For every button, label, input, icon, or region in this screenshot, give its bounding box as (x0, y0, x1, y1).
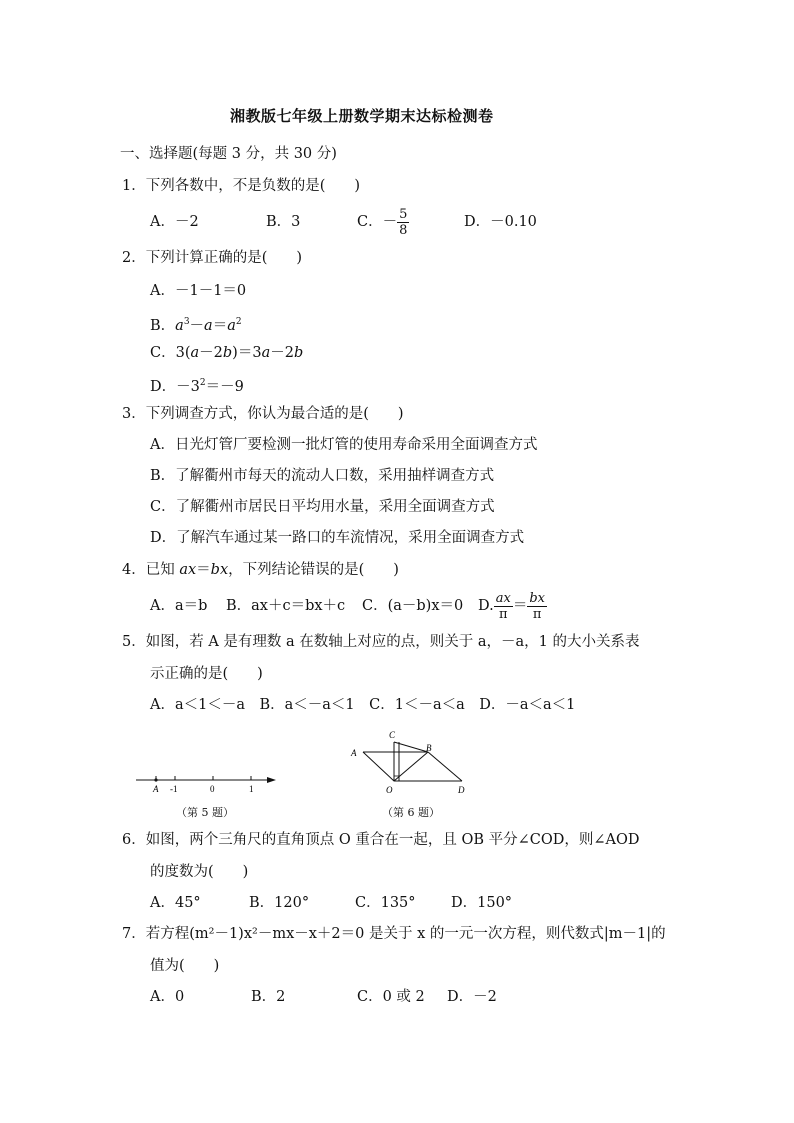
axis-arrow (267, 777, 276, 783)
var-b: b (222, 345, 233, 361)
fraction-denominator: π (498, 606, 508, 622)
operator: )＝3 (232, 345, 262, 361)
q7-option-d: D．－2 (447, 989, 497, 1005)
q2-d-prefix: D．－3 (150, 378, 200, 395)
label-zero: 0 (210, 784, 215, 794)
label-a: A (351, 748, 357, 758)
q6-option-a: A．45° (150, 895, 201, 911)
exponent: 3 (183, 317, 190, 327)
operator: ＝ (212, 317, 228, 334)
q2-c-prefix: C．3( (150, 345, 191, 361)
q3-option-b: B．了解衢州市每天的流动人口数，采用抽样调查方式 (150, 468, 495, 484)
segment-bd (428, 752, 462, 781)
q2-stem: 2．下列计算正确的是( ) (122, 250, 303, 266)
label-o: O (386, 785, 393, 795)
q6-stem-line2: 的度数为( ) (150, 864, 249, 880)
label-b: B (426, 743, 432, 753)
q4-stem-rest: ，下列结论错误的是( ) (228, 562, 399, 578)
q7-option-a: A．0 (150, 989, 185, 1005)
q3-option-a: A．日光灯管厂要检测一批灯管的使用寿命采用全面调查方式 (150, 437, 538, 453)
q4-d-fraction-right (527, 591, 547, 622)
point-a (154, 778, 157, 781)
q4-option-b: B．ax＋c＝bx＋c (226, 598, 346, 614)
q2-option-a: A．－1－1＝0 (150, 283, 247, 299)
q7-stem-line1: 7．若方程(m²－1)x²－mx－x＋2＝0 是关于 x 的一元一次方程，则代数式|m－1|的 (122, 926, 666, 942)
figure-5-number-line (130, 762, 290, 802)
q7-option-b: B．2 (251, 989, 286, 1005)
q4-stem-prefix: 4．已知 (122, 562, 180, 578)
q2-d-rest: ＝－9 (205, 378, 244, 395)
q3-option-d: D．了解汽车通过某一路口的车流情况，采用全面调查方式 (150, 530, 525, 546)
q4-d-prefix: D. (478, 598, 494, 614)
q4-option-d (478, 586, 547, 626)
fraction-numerator: bx (529, 590, 545, 606)
fraction-numerator: ax (495, 590, 511, 606)
q1-option-a: A．－2 (150, 214, 199, 230)
var-a: a (175, 317, 184, 334)
q3-stem: 3．下列调查方式，你认为最合适的是( ) (122, 406, 404, 422)
label-c: C (389, 730, 396, 740)
q1-option-c (357, 202, 409, 242)
q3-option-c: C．了解衢州市居民日平均用水量，采用全面调查方式 (150, 499, 495, 515)
q7-stem-line2: 值为( ) (150, 958, 220, 974)
q5-stem-line1: 5．如图，若 A 是有理数 a 在数轴上对应的点，则关于 a，－a，1 的大小关系表 (122, 634, 640, 650)
fraction-denominator: π (532, 606, 542, 622)
q4-d-fraction-left (494, 591, 513, 622)
operator: ＝ (196, 562, 211, 578)
q7-option-c: C．0 或 2 (357, 989, 425, 1005)
q2-b-prefix: B． (150, 317, 176, 334)
q6-stem-line1: 6．如图，两个三角尺的直角顶点 O 重合在一起，且 OB 平分∠COD，则∠AOD (122, 832, 640, 848)
operator: ＝ (512, 598, 528, 614)
exponent: 2 (199, 378, 206, 388)
q6-option-d: D．150° (451, 895, 513, 911)
figure-6-triangles (344, 724, 474, 804)
q5-options: A．a＜1＜－a B．a＜－a＜1 C．1＜－a＜a D．－a＜a＜1 (150, 697, 576, 713)
q2-option-d (150, 373, 244, 397)
section-heading: 一、选择题(每题 3 分，共 30 分) (120, 146, 337, 162)
var-a: a (190, 345, 200, 361)
page-title: 湘教版七年级上册数学期末达标检测卷 (230, 107, 494, 125)
figure-6-caption: （第 6 题） (382, 806, 440, 819)
q1-option-d: D．－0.10 (464, 214, 537, 230)
q6-option-b: B．120° (249, 895, 310, 911)
var-a: a (261, 345, 271, 361)
q1-option-c-fraction (397, 207, 409, 238)
q2-option-c (150, 343, 303, 363)
q5-stem-line2: 示正确的是( ) (150, 666, 263, 682)
label-d: D (458, 785, 465, 795)
label-minus-one: -1 (170, 784, 178, 794)
q1-option-b: B．3 (266, 214, 301, 230)
figure-5-caption: （第 5 题） (176, 806, 234, 819)
fraction-numerator: 5 (399, 206, 408, 222)
var-a: a (227, 317, 236, 334)
segment-ao (363, 752, 394, 781)
operator: －2 (199, 345, 223, 361)
fraction-denominator: 8 (399, 222, 408, 238)
q4-option-a: A．a＝b (150, 598, 208, 614)
operator: －2 (270, 345, 294, 361)
q4-stem (122, 560, 399, 580)
label-a: A (153, 784, 159, 794)
q2-option-b (150, 312, 242, 336)
q4-option-c: C．(a－b)x＝0 (362, 598, 464, 614)
q6-option-c: C．135° (355, 895, 416, 911)
exponent: 2 (235, 317, 242, 327)
q1-stem: 1．下列各数中，不是负数的是( ) (122, 178, 361, 194)
var-bx: bx (210, 562, 229, 578)
q1-option-c-prefix: C．－ (357, 214, 398, 230)
var-ax: ax (179, 562, 197, 578)
operator: － (189, 317, 205, 334)
label-one: 1 (249, 784, 254, 794)
var-a: a (204, 317, 213, 334)
var-b: b (293, 345, 304, 361)
